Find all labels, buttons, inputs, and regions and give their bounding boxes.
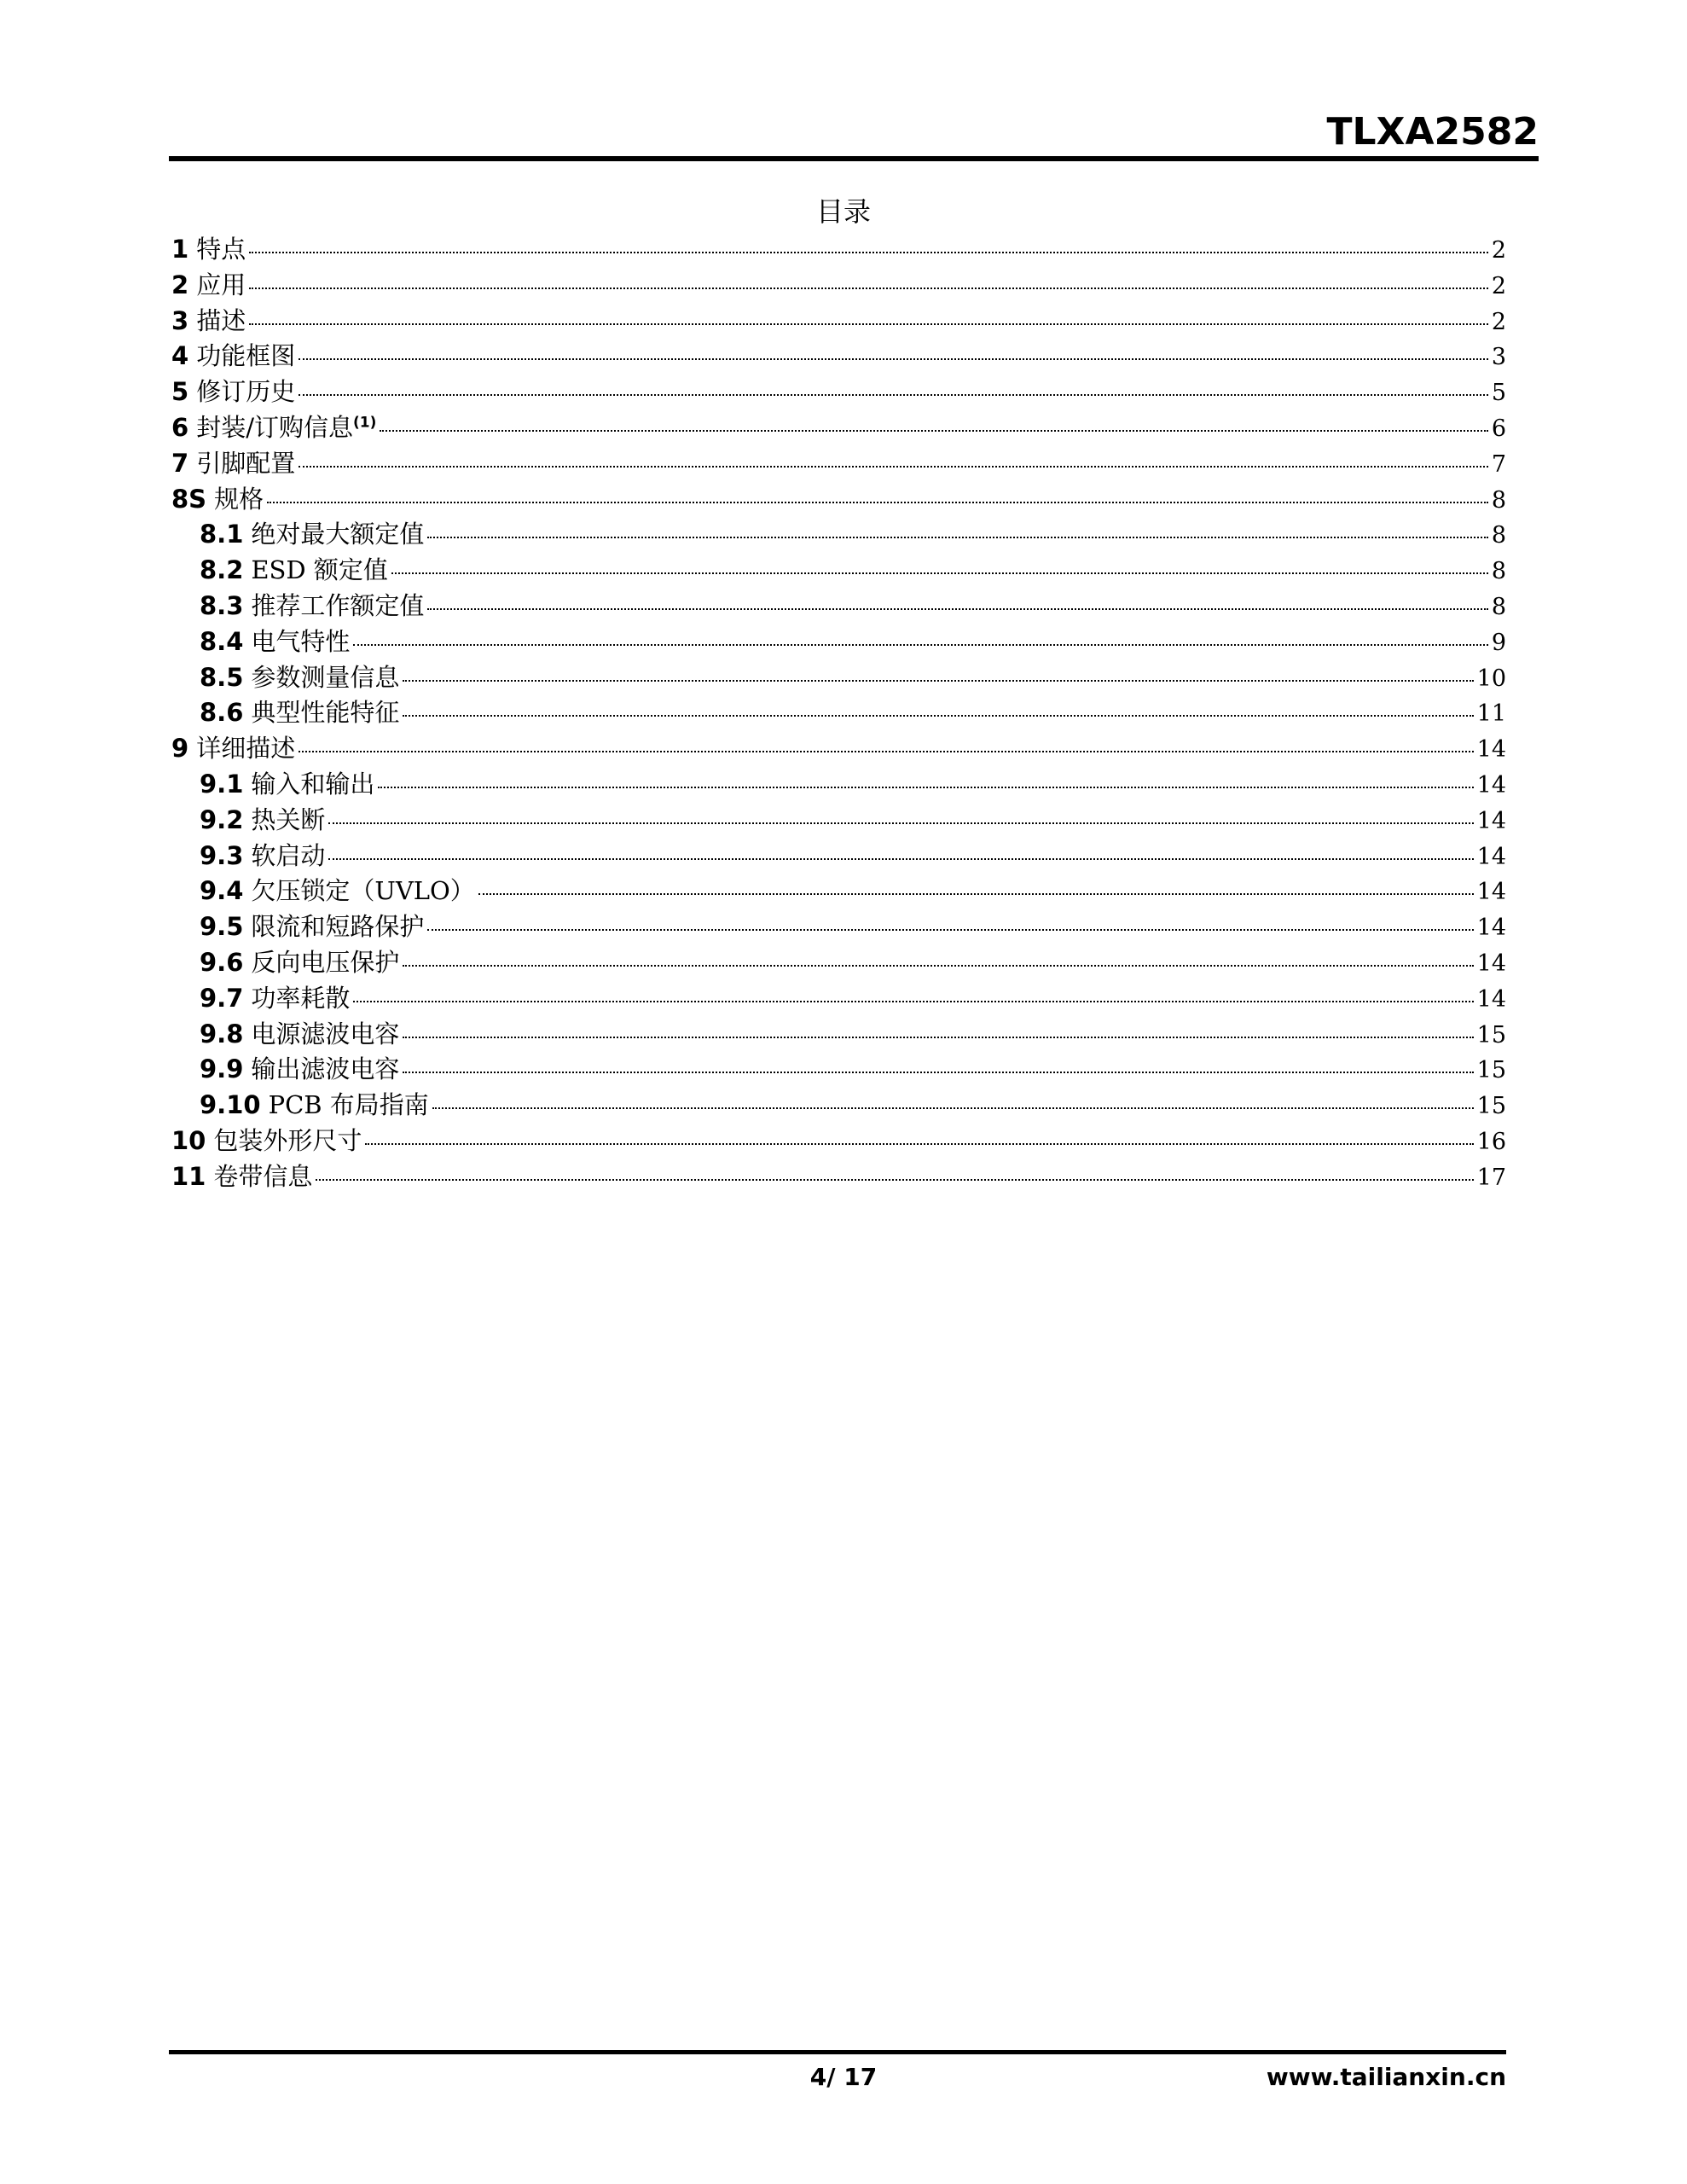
toc-entry[interactable]: [171, 337, 1506, 373]
toc-entry[interactable]: [171, 480, 1506, 516]
toc-entry-title-wrap: [196, 302, 246, 337]
toc-entry-number: 8.5: [200, 662, 244, 692]
toc-entry-title: 软启动: [251, 840, 326, 870]
toc-dot-leader: [427, 929, 1473, 931]
toc-entry[interactable]: [171, 444, 1506, 480]
toc-entry-number: 9.1: [200, 769, 244, 799]
toc-dot-leader: [249, 252, 1488, 253]
toc-entry[interactable]: [171, 872, 1506, 908]
toc-entry-title-wrap: [251, 944, 399, 979]
toc-entry-page: 8: [1491, 522, 1506, 549]
toc-entry-page: 2: [1491, 308, 1506, 335]
toc-entry-number: 2: [171, 270, 189, 299]
toc-entry[interactable]: [171, 1086, 1506, 1122]
toc-entry-title-wrap: [196, 444, 295, 479]
toc-entry[interactable]: [171, 908, 1506, 944]
toc-entry-title-wrap: [251, 908, 424, 943]
toc-entry-number: 8.6: [200, 698, 244, 728]
toc-entry-page: 14: [1476, 843, 1506, 870]
toc-entry-page: 17: [1476, 1164, 1506, 1191]
toc-entry-page: 14: [1476, 771, 1506, 799]
toc-entry-title: 典型性能特征: [251, 698, 400, 728]
toc-entry-title: 输入和输出: [251, 769, 375, 799]
header-divider: [169, 156, 1539, 161]
toc-entry-title: 电气特性: [251, 626, 351, 656]
toc-entry-title-wrap: [251, 979, 350, 1014]
toc-dot-leader: [299, 751, 1473, 752]
toc-entry-number: 1: [171, 235, 189, 264]
toc-entry[interactable]: [171, 515, 1506, 551]
toc-entry[interactable]: [171, 1015, 1506, 1051]
toc-entry-number: 4: [171, 341, 189, 371]
toc-dot-leader: [391, 572, 1488, 574]
toc-entry-number: 9.5: [200, 912, 244, 942]
toc-entry-page: 15: [1476, 1093, 1506, 1120]
toc-entry-title-wrap: [213, 1158, 312, 1193]
toc-entry-page: 6: [1491, 415, 1506, 442]
footer-divider: [169, 2050, 1506, 2054]
toc-entry[interactable]: [171, 801, 1506, 837]
toc-dot-leader: [378, 787, 1473, 788]
toc-entry-number: 11: [171, 1161, 206, 1191]
toc-entry-page: 14: [1476, 950, 1506, 977]
toc-entry-title: 参数测量信息: [251, 662, 400, 692]
toc-dot-leader: [299, 466, 1488, 468]
toc-dot-leader: [353, 644, 1487, 646]
toc-entry[interactable]: [171, 302, 1506, 338]
toc-dot-leader: [403, 965, 1473, 967]
toc-dot-leader: [427, 537, 1487, 538]
toc-entry-number: 9.2: [200, 804, 244, 834]
toc-entry-title: 详细描述: [196, 734, 296, 764]
toc-entry[interactable]: [171, 729, 1506, 765]
toc-entry-page: 14: [1476, 736, 1506, 764]
toc-entry-page: 14: [1476, 985, 1506, 1013]
toc-entry-title-wrap: [251, 515, 424, 550]
page-number: 4/ 17: [809, 2063, 878, 2091]
toc-entry-page: 9: [1491, 629, 1506, 656]
toc-entry-number: 3: [171, 305, 189, 335]
toc-entry-title: 反向电压保护: [251, 947, 400, 977]
toc-dot-leader: [403, 1072, 1473, 1073]
toc-entry-number: 9.3: [200, 840, 244, 870]
toc-entry-number: 8S: [171, 484, 207, 514]
toc-entry[interactable]: [171, 694, 1506, 729]
toc-dot-leader: [299, 394, 1488, 396]
toc-entry-title-wrap: [251, 1050, 399, 1085]
toc-entry-title-wrap: [251, 659, 399, 694]
toc-entry-page: 8: [1491, 593, 1506, 620]
toc-entry[interactable]: [171, 266, 1506, 302]
toc-entry-title-wrap: [196, 373, 295, 408]
toc-entry[interactable]: [171, 1158, 1506, 1194]
toc-entry-page: 10: [1476, 665, 1506, 692]
toc-dot-leader: [328, 858, 1473, 860]
toc-dot-leader: [316, 1179, 1473, 1181]
toc-entry-title: 规格: [214, 484, 264, 514]
toc-entry[interactable]: [171, 1050, 1506, 1086]
toc-dot-leader: [478, 893, 1474, 895]
toc-entry-title: 输出滤波电容: [251, 1054, 400, 1084]
toc-entry-title-wrap: [196, 337, 295, 372]
toc-entry-page: 14: [1476, 879, 1506, 906]
toc-entry-title-wrap: [251, 801, 325, 836]
toc-entry[interactable]: [171, 373, 1506, 409]
toc-entry-number: 9.9: [200, 1054, 244, 1084]
toc-entry-title: 欠压锁定（UVLO）: [251, 876, 475, 906]
toc-entry-page: 7: [1491, 450, 1506, 478]
toc-entry-number: 9.4: [200, 876, 244, 906]
toc-entry-number: 8.3: [200, 590, 244, 620]
product-title: TLXA2582: [1326, 110, 1539, 154]
toc-entry[interactable]: [171, 659, 1506, 694]
toc-dot-leader: [427, 608, 1487, 610]
toc-dot-leader: [432, 1107, 1474, 1109]
toc-entry-title: 电源滤波电容: [251, 1019, 400, 1048]
toc-entry-number: 5: [171, 377, 189, 407]
website-url: www.tailianxin.cn: [1266, 2063, 1506, 2091]
toc-entry-title: 引脚配置: [196, 448, 296, 478]
toc-entry-title: 特点: [196, 235, 246, 264]
toc-entry-title: PCB 布局指南: [268, 1090, 429, 1120]
toc-entry-title: 包装外形尺寸: [213, 1125, 362, 1155]
toc-entry-page: 2: [1491, 272, 1506, 299]
toc-entry-title: 功能框图: [196, 341, 296, 371]
toc-entry[interactable]: [171, 623, 1506, 659]
toc-entry-title-wrap: [251, 551, 388, 586]
toc-entry-number: 6: [171, 412, 189, 442]
toc-entry[interactable]: [171, 1122, 1506, 1158]
toc-entry-title: 描述: [196, 305, 246, 335]
toc-entry-title-wrap: [213, 1122, 362, 1157]
toc-entry-number: 9.10: [200, 1090, 261, 1120]
toc-entry-title: 修订历史: [196, 377, 296, 407]
toc-entry-page: 8: [1491, 486, 1506, 514]
toc-entry-title-wrap: [251, 694, 399, 729]
toc-entry-title: 绝对最大额定值: [251, 520, 425, 549]
toc-entry-title: 应用: [196, 270, 246, 299]
toc-entry-page: 2: [1491, 237, 1506, 264]
toc-entry-page: 14: [1476, 915, 1506, 942]
toc-entry-page: 16: [1476, 1128, 1506, 1155]
toc-entry-number: 8.1: [200, 520, 244, 549]
toc-dot-leader: [249, 288, 1488, 289]
toc-dot-leader: [249, 323, 1488, 325]
toc-entry-title-wrap: [214, 480, 264, 515]
toc-entry[interactable]: [171, 944, 1506, 979]
toc-entry-title: 热关断: [251, 804, 326, 834]
toc-entry-page: 14: [1476, 807, 1506, 834]
toc-entry-page: 11: [1476, 700, 1506, 728]
toc-entry-page: 8: [1491, 558, 1506, 585]
toc-dot-leader: [299, 358, 1488, 360]
toc-dot-leader: [328, 822, 1473, 824]
toc-entry-page: 3: [1491, 344, 1506, 371]
toc-entry-number: 9: [171, 734, 189, 764]
toc-entry-title-wrap: [251, 872, 474, 907]
toc-entry[interactable]: [171, 587, 1506, 623]
toc-entry-title-wrap: [251, 587, 424, 622]
toc-entry-title-wrap: [196, 230, 246, 265]
toc-entry-title-wrap: [251, 765, 374, 800]
toc-entry-number: 10: [171, 1125, 206, 1155]
toc-entry-title-wrap: [251, 837, 325, 872]
toc-entry-number: 9.6: [200, 947, 244, 977]
toc-heading: 目录: [815, 195, 871, 228]
toc-entry[interactable]: [171, 551, 1506, 587]
toc-entry-title-wrap: [196, 409, 376, 444]
toc-entry-page: 5: [1491, 380, 1506, 407]
toc-entry-page: 15: [1476, 1057, 1506, 1084]
toc-entry-title: 卷带信息: [213, 1161, 313, 1191]
toc-entry-title-wrap: [196, 729, 295, 764]
toc-entry-title-wrap: [269, 1086, 429, 1121]
toc-entry-footnote-ref: (1): [352, 414, 377, 432]
toc-dot-leader: [380, 430, 1487, 432]
toc-entry[interactable]: [171, 837, 1506, 873]
toc-dot-leader: [403, 715, 1473, 717]
toc-entry-number: 7: [171, 448, 189, 478]
toc-entry-title: 功率耗散: [251, 983, 351, 1013]
toc-dot-leader: [353, 1001, 1473, 1002]
toc-dot-leader: [403, 680, 1473, 682]
toc-entry-title-wrap: [251, 1015, 399, 1050]
toc-dot-leader: [365, 1143, 1473, 1145]
toc-entry[interactable]: [171, 230, 1506, 266]
toc-entry-title: 推荐工作额定值: [251, 590, 425, 620]
toc-entry-number: 8.2: [200, 555, 244, 585]
toc-entry-title: ESD 额定值: [251, 555, 388, 585]
toc-entry-number: 8.4: [200, 626, 244, 656]
toc-entry-title: 封装/订购信息: [196, 412, 353, 442]
table-of-contents: [171, 230, 1506, 1194]
toc-entry-number: 9.7: [200, 983, 244, 1013]
toc-dot-leader: [403, 1037, 1473, 1038]
toc-entry[interactable]: [171, 765, 1506, 801]
toc-dot-leader: [267, 502, 1488, 503]
toc-entry-title-wrap: [196, 266, 246, 301]
toc-entry[interactable]: [171, 979, 1506, 1015]
toc-entry-page: 15: [1476, 1021, 1506, 1048]
toc-entry-title-wrap: [251, 623, 350, 658]
toc-entry[interactable]: [171, 409, 1506, 444]
toc-entry-title: 限流和短路保护: [251, 912, 425, 942]
toc-entry-number: 9.8: [200, 1019, 244, 1048]
